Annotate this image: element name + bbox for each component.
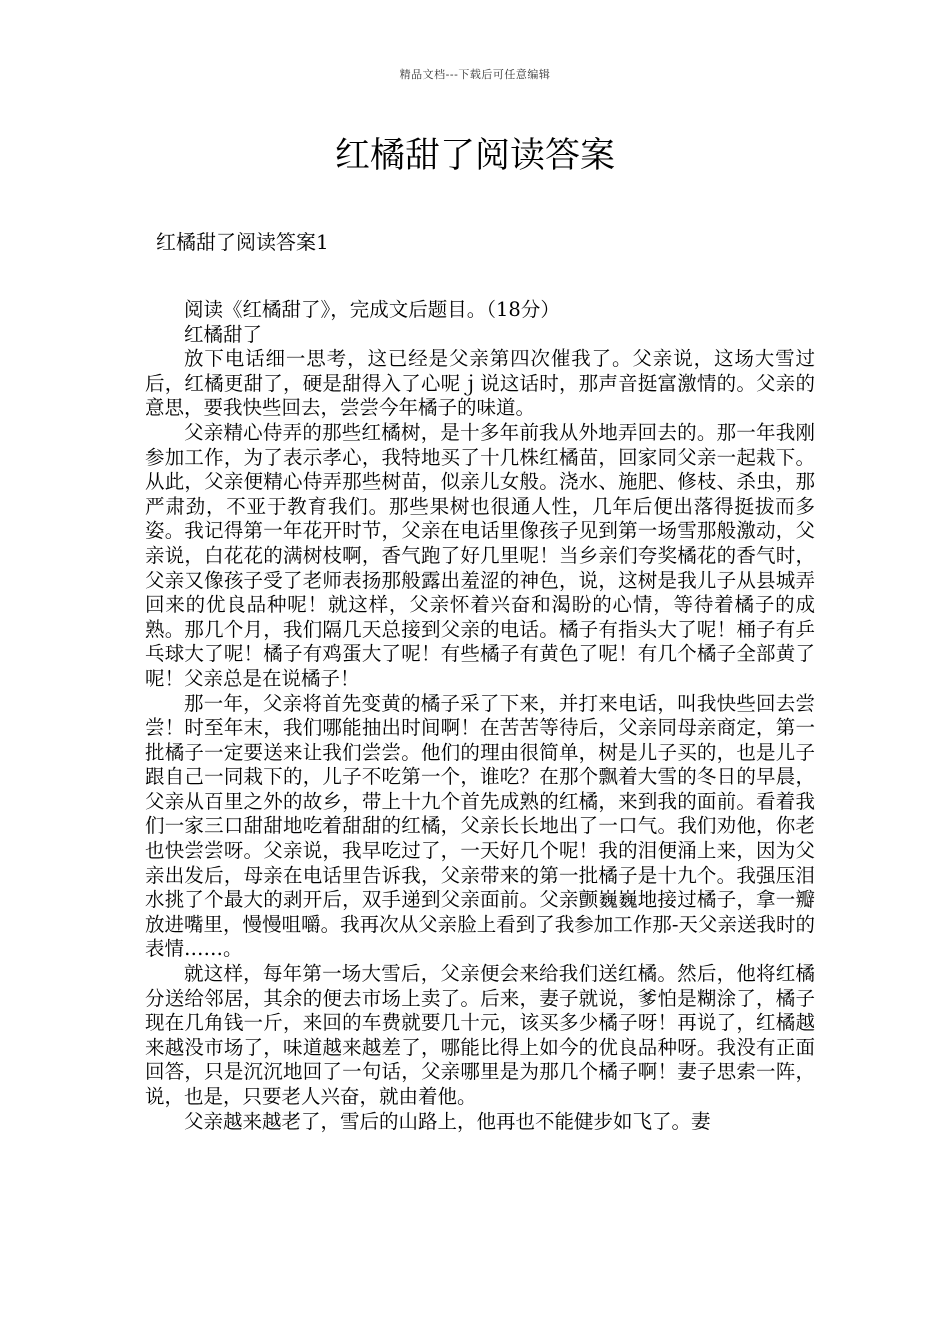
paragraph-story-title: 红橘甜了	[184, 322, 263, 346]
paragraph: 放下电话细一思考，这已经是父亲第四次催我了。父亲说，这场大雪过后，红橘更甜了，硬是甜得入了心呢ｊ说这话时，那声音挺富激情的。父亲的意思，要我快些回去，尝尝今年橘子的味道。	[145, 347, 815, 420]
paragraph: 父亲越来越老了，雪后的山路上，他再也不能健步如飞了。妻	[184, 1109, 711, 1133]
paragraph: 那一年，父亲将首先变黄的橘子采了下来，并打来电话，叫我快些回去尝尝！时至年末，我们哪能抽出时间啊！在苦苦等待后，父亲同母亲商定，第一批橘子一定要送来让我们尝尝。他们的理由很简单，树是儿子买的，也是儿子跟自己一同栽下的，儿子不吃第一个，谁吃？在那个飘着大雪的冬日的早晨，父亲从百里之外的故乡，带上十九个首先成熟的红橘，来到我的面前。看着我们一家三口甜甜地吃着甜甜的红橘，父亲长长地出了一口气。我们劝他，你老也快尝尝呀。父亲说，我早吃过了，一天好几个呢！我的泪便涌上来，因为父亲出发后，母亲在电话里告诉我，父亲带来的第一批橘子是十九个。我强压泪水挑了个最大的剥开后，双手递到父亲面前。父亲颤巍巍地接过橘子，拿一瓣放进嘴里，慢慢咀嚼。我再次从父亲脸上看到了我参加工作那-天父亲送我时的表情……。	[145, 691, 815, 961]
page-header-note: 精品文档---下载后可任意编辑	[399, 68, 551, 81]
paragraph-intro: 阅读《红橘甜了》，完成文后题目。（18分）	[184, 298, 560, 321]
document-title: 红橘甜了阅读答案	[334, 136, 615, 176]
section-heading: 红橘甜了阅读答案1	[156, 230, 329, 254]
paragraph: 父亲精心侍弄的那些红橘树，是十多年前我从外地弄回去的。那一年我刚参加工作，为了表示孝心，我特地买了十几株红橘苗，回家同父亲一起栽下。从此，父亲便精心侍弄那些树苗，似亲儿女般。浇水、施肥、修枝、杀虫，那严肃劲，不亚于教育我们。那些果树也很通人性，几年后便出落得挺拔而多姿。我记得第一年花开时节，父亲在电话里像孩子见到第一场雪那般激动，父亲说，白花花的满树枝啊，香气跑了好几里呢！当乡亲们夸奖橘花的香气时，父亲又像孩子受了老师表扬那般露出羞涩的神色，说，这树是我儿子从县城弄回来的优良品种呢！就这样，父亲怀着兴奋和渴盼的心情，等待着橘子的成熟。那几个月，我们隔几天总接到父亲的电话。橘子有指头大了呢！桶子有乒乓球大了呢！橘子有鸡蛋大了呢！有些橘子有黄色了呢！有几个橘子全部黄了呢！父亲总是在说橘子！	[145, 420, 815, 690]
paragraph: 就这样，每年第一场大雪后，父亲便会来给我们送红橘。然后，他将红橘分送给邻居，其余的便去市场上卖了。后来，妻子就说，爹怕是糊涂了，橘子现在几角钱一斤，来回的车费就要几十元，该买多少橘子呀！再说了，红橘越来越没市场了，味道越来越差了，哪能比得上如今的优良品种呀。我没有正面回答，只是沉沉地回了一句话，父亲哪里是为那几个橘子啊！妻子思索一阵，说，也是，只要老人兴奋，就由着他。	[145, 962, 815, 1108]
article-body	[145, 298, 815, 1134]
